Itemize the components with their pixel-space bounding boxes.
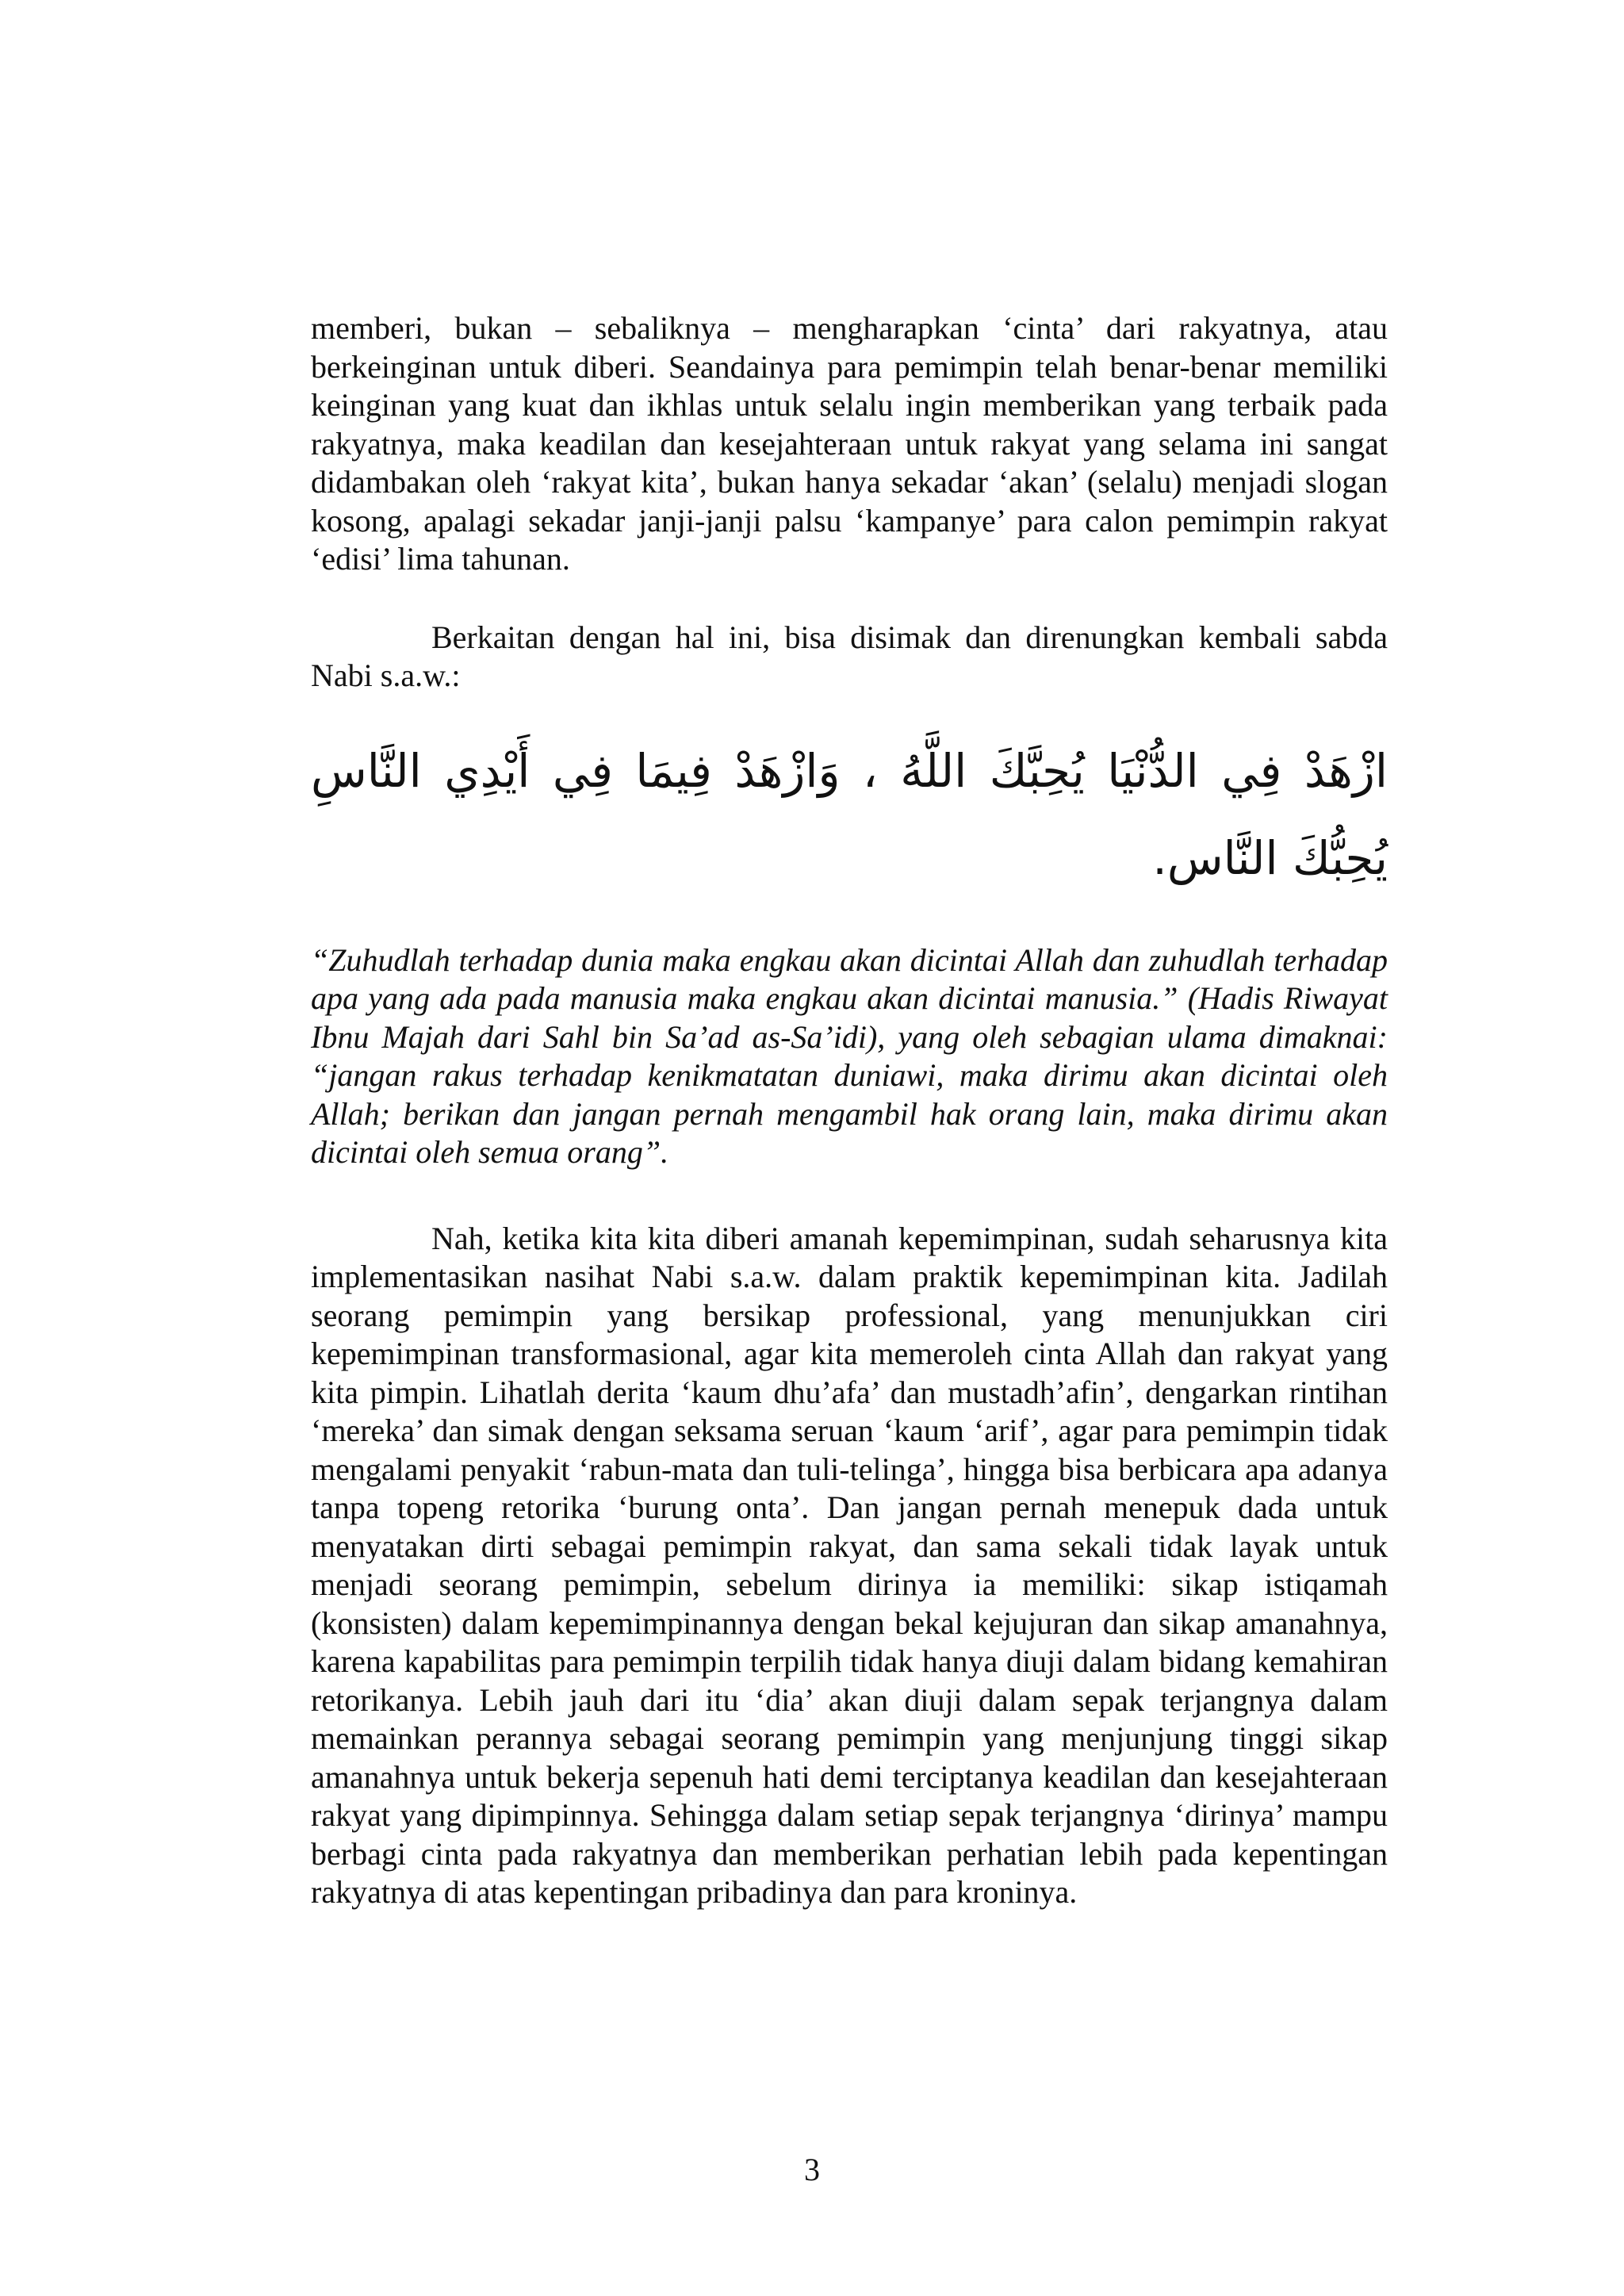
page-body — [311, 309, 1388, 1912]
paragraph-leadership: Nah, ketika kita kita diberi amanah kepemimpinan, sudah seharusnya kita implementasikan nasihat Nabi s.a.w. dalam praktik kepemimpinan kita. Jadilah seorang pemimpin yang bersikap professional, yang menunjukkan ciri kepemimpinan transformasional, agar kita memeroleh cinta Allah dan rakyat yang kita pimpin. Lihatlah derita ‘kaum dhu’afa’ dan mustadh’afin’, dengarkan rintihan ‘mereka’ dan simak dengan seksama seruan ‘kaum ‘arif’, agar para pemimpin tidak mengalami penyakit ‘rabun-mata dan tuli-telinga’, hingga bisa berbicara apa adanya tanpa topeng retorika ‘burung onta’. Dan jangan pernah menepuk dada untuk menyatakan dirti sebagai pemimpin rakyat, dan sama sekali tidak layak untuk menjadi seorang pemimpin, sebelum dirinya ia memiliki: sikap istiqamah (konsisten) dalam kepemimpinannya dengan bekal kejujuran dan sikap amanahnya, karena kapabilitas para pemimpin terpilih tidak hanya diuji dalam bidang kemahiran retorikanya. Lebih jauh dari itu ‘dia’ akan diuji dalam sepak terjangnya dalam memainkan perannya sebagai seorang pemimpin yang menjunjung tinggi sikap amanahnya untuk bekerja sepenuh hati demi terciptanya keadilan dan kesejahteraan rakyat yang dipimpinnya. Sehingga dalam setiap sepak terjangnya ‘dirinya’ mampu berbagi cinta pada rakyatnya dan memberikan perhatian lebih pada kepentingan rakyatnya di atas kepentingan pribadinya dan para kroninya. — [311, 1220, 1388, 1910]
paragraph-hadith-intro: Berkaitan dengan hal ini, bisa disimak dan direnungkan kembali sabda Nabi s.a.w.: — [311, 619, 1388, 693]
hadith-translation: “Zuhudlah terhadap dunia maka engkau akan dicintai Allah dan zuhudlah terhadap apa yang ada pada manusia maka engkau akan dicintai manusia.” (Hadis Riwayat Ibnu Majah dari Sahl bin Sa’ad as-Sa’idi), yang oleh sebagian ulama dimaknai: “jangan rakus terhadap kenikmatatan duniawi, maka dirimu akan dicintai oleh Allah; berikan dan jangan pernah mengambil hak orang lain, maka dirimu akan dicintai oleh semua orang”. — [311, 941, 1388, 1170]
page-number: 3 — [804, 2152, 820, 2187]
arabic-hadith-text: ازْهَدْ فِي الدُّنْيَا يُحِبَّكَ اللَّهُ ، وَازْهَدْ فِيمَا فِي أَيْدِي النَّاسِ يُحِبُّكَ النَّاس. — [311, 743, 1388, 885]
paragraph-continuation: memberi, bukan – sebaliknya – mengharapkan ‘cinta’ dari rakyatnya, atau berkeinginan untuk diberi. Seandainya para pemimpin telah benar-benar memiliki keinginan yang kuat dan ikhlas untuk selalu ingin memberikan yang terbaik pada rakyatnya, maka keadilan dan kesejahteraan untuk rakyat yang selama ini sangat didambakan oleh ‘rakyat kita’, bukan hanya sekadar ‘akan’ (selalu) menjadi slogan kosong, apalagi sekadar janji-janji palsu ‘kampanye’ para calon pemimpin rakyat ‘edisi’ lima tahunan. — [311, 310, 1388, 577]
